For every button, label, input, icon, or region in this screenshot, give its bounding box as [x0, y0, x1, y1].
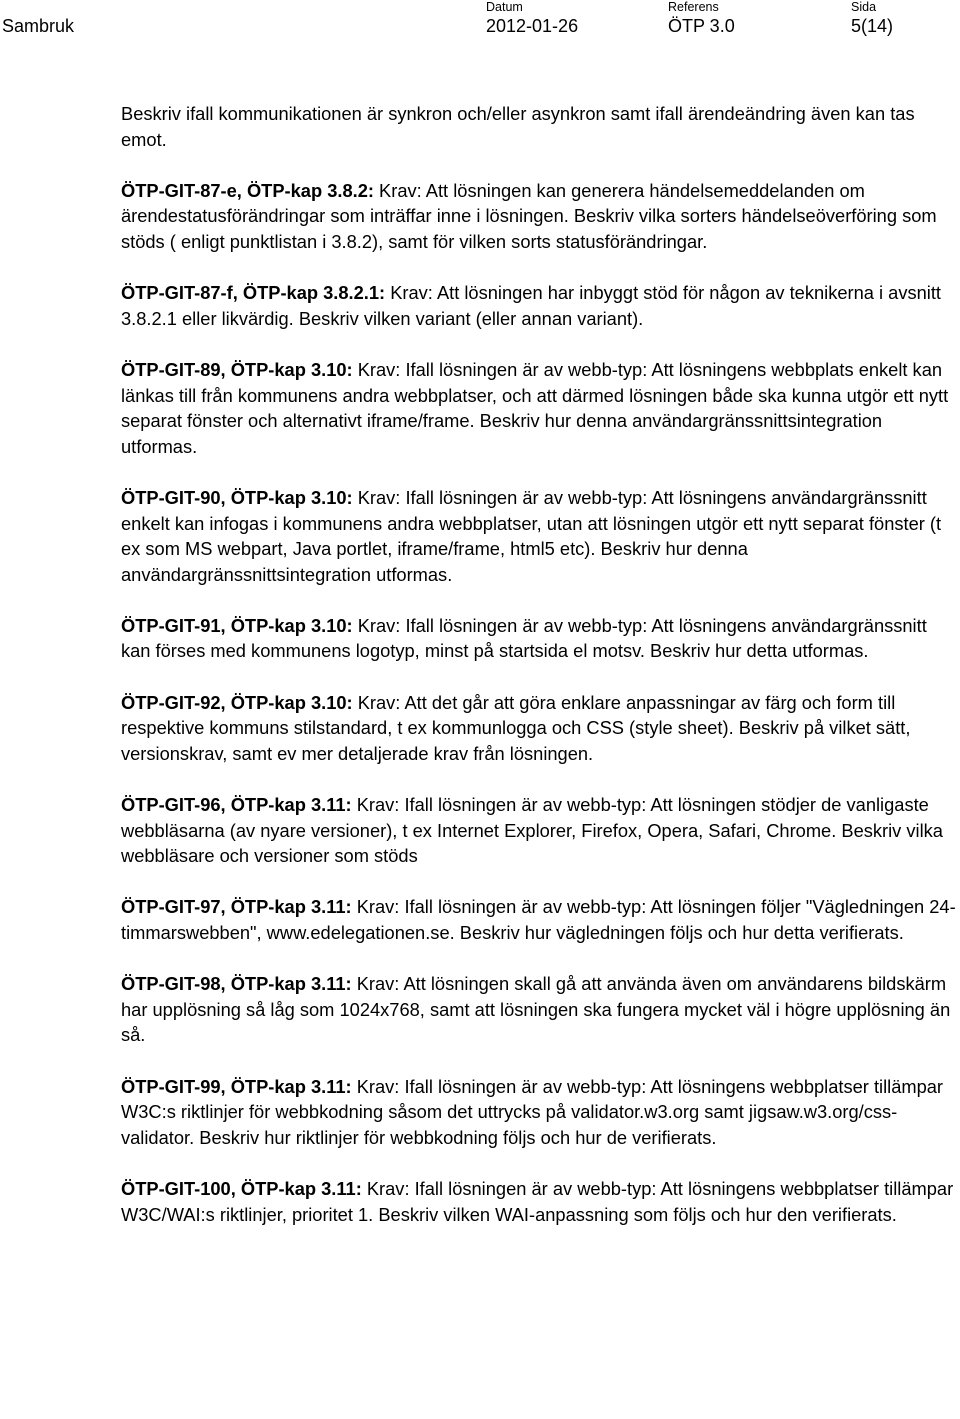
header-page [851, 0, 893, 37]
requirement-text: Krav: Att lösningen skall gå att använda även om användarens bildskärm har upplösning så låg som 1024x768, samt att lösningen ska fungera mycket väl i högre upplösning än så. [121, 973, 951, 1046]
requirement-90 [121, 485, 957, 587]
requirement-ref: ÖTP-GIT-99, ÖTP-kap 3.11: [121, 1075, 352, 1097]
page-header [0, 0, 960, 40]
requirement-text: Krav: Ifall lösningen är av webb-typ: Att lösningens webbplatser tillämpar W3C:s riktlinjer för webbkodning såsom det uttrycks på validator.w3.org samt jigsaw.w3.org/css-validator. Beskriv hur riktlinjer för webbkodning följs och hur de verifierats. [121, 1075, 944, 1148]
requirement-98 [121, 971, 957, 1048]
requirement-ref: ÖTP-GIT-87-f, ÖTP-kap 3.8.2.1: [121, 282, 386, 304]
requirement-89 [121, 357, 957, 459]
requirement-text: Krav: Att lösningen kan generera händelsemeddelanden om ärendestatusförändringar som inträffar inne i lösningen. Beskriv vilka sorters händelseöverföring som stöds ( enligt punktlistan i 3.8.2), samt för vilken sorts statusförändringar. [121, 179, 937, 252]
requirement-ref: ÖTP-GIT-96, ÖTP-kap 3.11: [121, 794, 352, 816]
intro-paragraph: Beskriv ifall kommunikationen är synkron och/eller asynkron samt ifall ärendeändring även kan tas emot. [121, 103, 915, 150]
requirement-ref: ÖTP-GIT-98, ÖTP-kap 3.11: [121, 973, 352, 995]
requirement-text: Krav: Att lösningen har inbyggt stöd för någon av teknikerna i avsnitt 3.8.2.1 eller likvärdig. Beskriv vilken variant (eller annan variant). [121, 282, 941, 329]
reference-value: ÖTP 3.0 [668, 16, 735, 36]
date-value: 2012-01-26 [486, 16, 579, 36]
date-label: Datum [486, 0, 523, 14]
requirement-text: Krav: Ifall lösningen är av webb-typ: Att lösningens användargränssnitt kan förses med kommunens logotyp, minst på startsida el motsv. Beskriv hur detta utformas. [121, 614, 927, 662]
document-body [121, 101, 957, 1253]
requirement-92 [121, 690, 957, 767]
requirement-87f [121, 280, 957, 331]
requirement-ref: ÖTP-GIT-100, ÖTP-kap 3.11: [121, 1177, 362, 1199]
page-label: Sida [851, 0, 877, 14]
page-number: 5(14) [851, 16, 894, 36]
requirement-ref: ÖTP-GIT-89, ÖTP-kap 3.10: [121, 358, 353, 380]
requirement-96 [121, 792, 957, 869]
requirement-ref: ÖTP-GIT-92, ÖTP-kap 3.10: [121, 691, 353, 713]
requirement-text: Krav: Ifall lösningen är av webb-typ: Att lösningens webbplats enkelt kan länkas till från kommunens andra webbplatser, och att därmed lösningen både ska kunna utgör ett nytt separat fönster och alternativt iframe/frame. Beskriv hur denna användargränssnittsintegration utformas. [121, 358, 949, 457]
requirement-87e [121, 178, 957, 255]
requirement-text: Krav: Ifall lösningen är av webb-typ: Att lösningens webbplatser tillämpar W3C/WAI:s riktlinjer, prioritet 1. Beskriv vilken WAI-anpassning som följs och hur den verifierats. [121, 1177, 954, 1225]
requirement-ref: ÖTP-GIT-97, ÖTP-kap 3.11: [121, 896, 352, 918]
header-reference [668, 0, 735, 37]
header-date [486, 0, 578, 37]
requirement-99 [121, 1074, 957, 1151]
requirement-ref: ÖTP-GIT-91, ÖTP-kap 3.10: [121, 614, 353, 636]
requirement-text: Krav: Ifall lösningen är av webb-typ: Att lösningen stödjer de vanligaste webbläsarna (av nyare versioner), t ex Internet Explorer, Firefox, Opera, Safari, Chrome. Beskriv vilka webbläsare och versioner som stöds [121, 794, 943, 867]
requirement-text: Krav: Att det går att göra enklare anpassningar av färg och form till respektive kommuns stilstandard, t ex kommunlogga och CSS (style sheet). Beskriv på vilket sätt, versionskrav, samt ev mer detaljerade krav från lösningen. [121, 691, 911, 764]
requirement-text: Krav: Ifall lösningen är av webb-typ: Att lösningens användargränssnitt enkelt kan infogas i kommunens andra webbplatser, utan att lösningen utgör ett nytt separat fönster (t ex som MS webpart, Java portlet, iframe/frame, html5 etc). Beskriv hur denna användargränssnittsintegration utformas. [121, 486, 942, 585]
requirement-100 [121, 1176, 957, 1227]
requirement-91 [121, 613, 957, 664]
requirement-97 [121, 894, 957, 945]
requirement-text: Krav: Ifall lösningen är av webb-typ: Att lösningen följer "Vägledningen 24-timmarswebben", www.edelegationen.se. Beskriv hur vägledningen följs och hur detta verifierats. [121, 896, 956, 943]
requirement-ref: ÖTP-GIT-90, ÖTP-kap 3.10: [121, 486, 353, 508]
reference-label: Referens [668, 0, 719, 14]
company-name: Sambruk [2, 16, 75, 36]
requirement-ref: ÖTP-GIT-87-e, ÖTP-kap 3.8.2: [121, 179, 374, 201]
